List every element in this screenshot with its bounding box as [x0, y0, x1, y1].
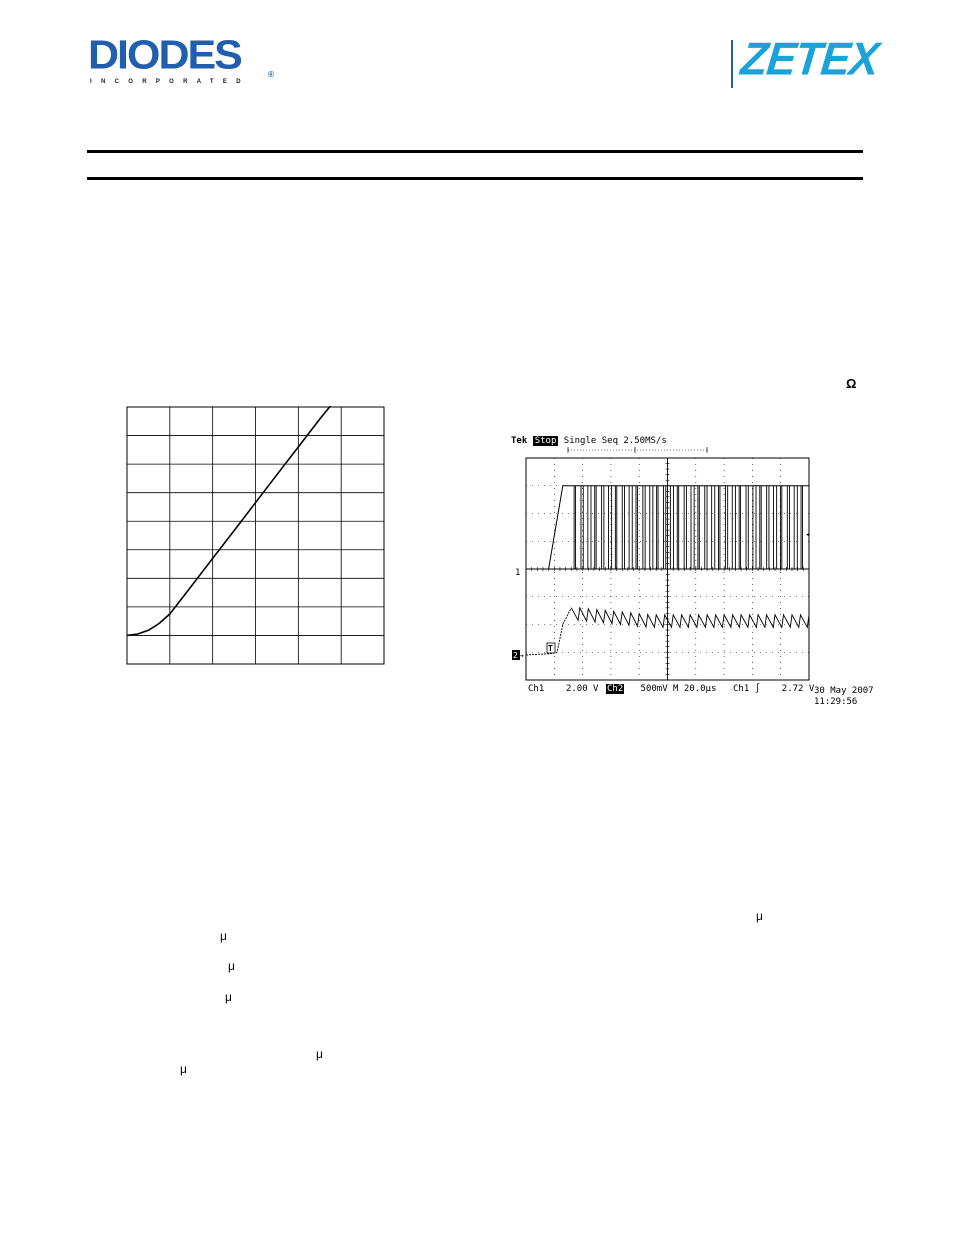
- zetex-logo-divider: [731, 40, 733, 88]
- trigger-source: Ch1: [733, 684, 750, 694]
- mu-symbol: μ: [316, 1047, 323, 1061]
- ch2-ground-marker: 2: [513, 651, 518, 660]
- ch1-label: Ch1: [528, 684, 545, 694]
- mu-symbol: μ: [220, 929, 227, 943]
- zetex-logo: ZETEX: [738, 33, 881, 86]
- ch1-ground-marker: 1: [515, 568, 521, 578]
- scope-footer-ch2: [606, 684, 716, 694]
- mu-symbol: μ: [225, 990, 232, 1004]
- transfer-characteristic-chart: [126, 406, 386, 666]
- record-position-bracket: [568, 447, 707, 453]
- diodes-logo-subtitle: INCORPORATED: [90, 79, 250, 85]
- trigger-marker: T: [548, 644, 553, 653]
- diodes-logo-wordmark: DIODES: [88, 32, 241, 78]
- header-rule-top: [87, 150, 863, 153]
- mu-symbol: μ: [756, 909, 763, 923]
- mu-symbol: μ: [180, 1062, 187, 1076]
- scope-footer-ch1: [528, 684, 598, 694]
- scope-state: Stop: [534, 436, 557, 446]
- scope-rate: 2.50MS/s: [623, 436, 667, 446]
- ch2-scale: 500mV: [640, 684, 668, 694]
- scope-mode: Single Seq: [563, 436, 618, 446]
- chart-grid: [127, 407, 384, 664]
- ch2-sawtooth: [571, 608, 809, 628]
- trigger-level-arrow: ◂: [805, 530, 811, 540]
- capture-date: 30 May 2007: [814, 686, 874, 696]
- series-line: [127, 406, 341, 635]
- ch1-scale: 2.00 V: [565, 684, 599, 694]
- scope-footer-trigger: [733, 684, 814, 694]
- registered-mark: ®: [268, 70, 274, 79]
- chart-series: [127, 406, 341, 635]
- ch2-label: Ch2: [607, 684, 624, 694]
- scope-brand: Tek: [511, 436, 528, 446]
- timebase: M 20.0μs: [673, 684, 717, 694]
- mu-symbol: μ: [228, 959, 235, 973]
- omega-symbol: Ω: [846, 376, 857, 391]
- trigger-slope-icon: ∫: [754, 684, 761, 694]
- scope-timestamp: [814, 686, 874, 708]
- diodes-logo: [88, 32, 278, 88]
- ch2-arrow: →: [519, 651, 524, 660]
- oscilloscope-screen: [505, 446, 815, 681]
- capture-time: 11:29:56: [814, 697, 858, 707]
- trigger-level: 2.72 V: [781, 684, 815, 694]
- header-rule-bottom: [87, 177, 863, 180]
